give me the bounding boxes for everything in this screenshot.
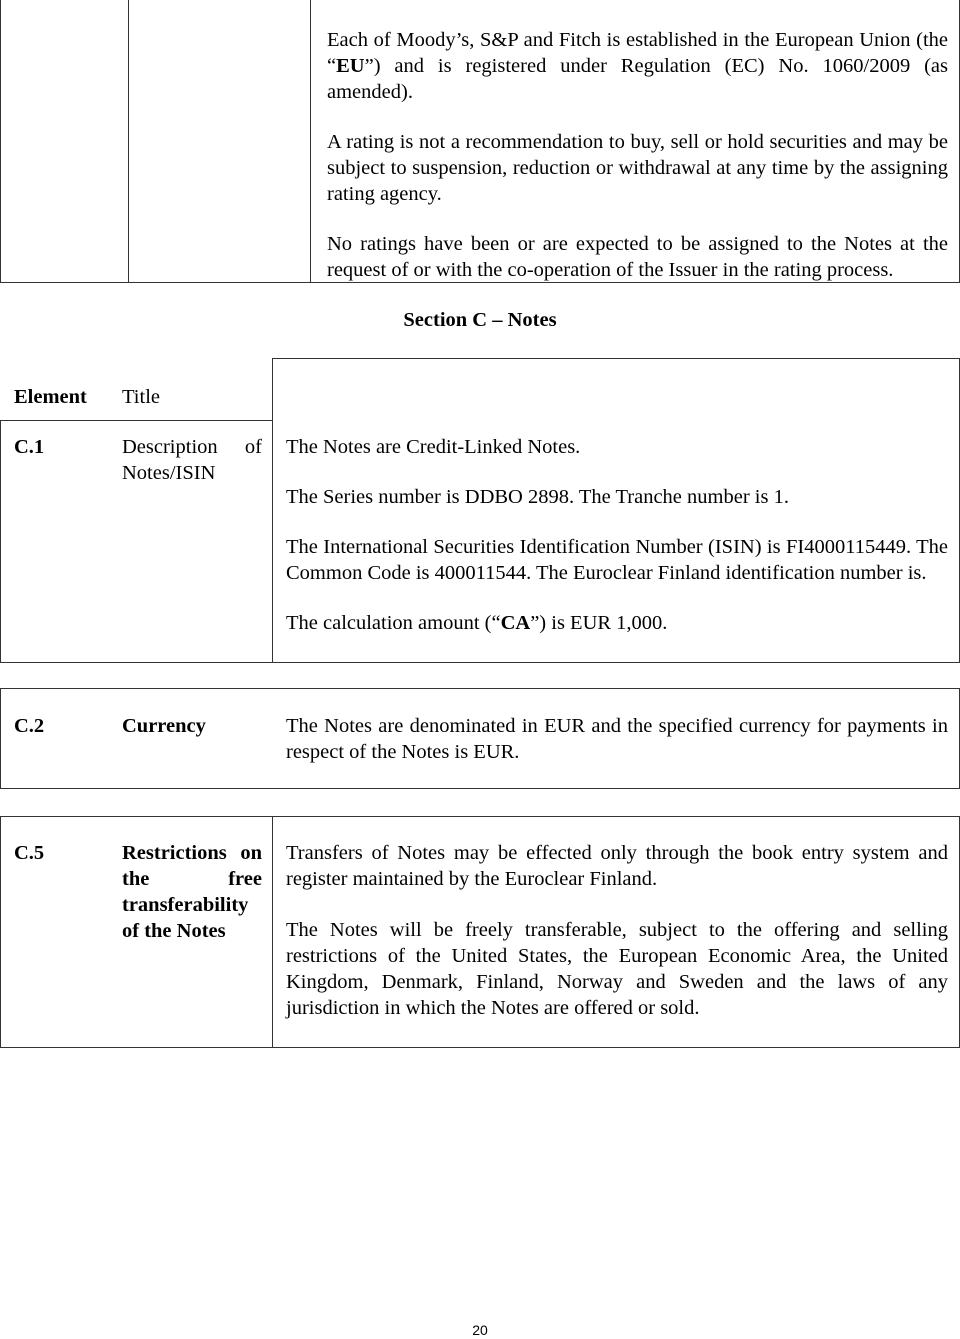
top-table-col-title: [128, 0, 311, 283]
ca-term: CA: [500, 612, 531, 634]
c2-element: C.2: [14, 715, 45, 737]
page-number: 20: [472, 1322, 488, 1338]
c5-content-cell: [286, 840, 948, 1021]
eu-term: EU: [336, 55, 365, 77]
top-content-cell: [327, 27, 948, 283]
c1-element: C.1: [14, 436, 45, 458]
section-heading: Section C – Notes: [403, 309, 557, 331]
c1-content-cell: [286, 434, 948, 636]
rating-disclaimer-paragraph: A rating is not a recommendation to buy, sell or hold securities and may be subject to suspension, reduction or withdrawal at any time by the assigning rating agency.: [327, 131, 948, 205]
c5-element: C.5: [14, 842, 45, 864]
c5-transfer-paragraph: Transfers of Notes may be effected only through the book entry system and register maintained by the Euroclear Finland.: [286, 842, 948, 890]
c1-series-tranche: The Series number is DDBO 2898. The Tranche number is 1.: [286, 486, 789, 508]
c1-calculation-amount: The calculation amount (“CA”) is EUR 1,000.: [286, 612, 668, 634]
no-ratings-paragraph: No ratings have been or are expected to be assigned to the Notes at the request of or with the co-operation of the Issuer in the rating process.: [327, 233, 948, 281]
c1-isin-paragraph: The International Securities Identification Number (ISIN) is FI4000115449. The Common Code is 400011544. The Euroclear Finland identification number is.: [286, 536, 948, 584]
rating-agencies-paragraph: Each of Moody’s, S&P and Fitch is established in the European Union (the “EU”) and is registered under Regulation (EC) No. 1060/2009 (as amended).: [327, 29, 948, 103]
c5-title: Restrictions on the free transferability of the Notes: [122, 842, 262, 942]
c2-content: The Notes are denominated in EUR and the specified currency for payments in respect of the Notes is EUR.: [286, 715, 948, 763]
c5-restrictions-paragraph: The Notes will be freely transferable, subject to the offering and selling restrictions of the United States, the European Economic Area, the United Kingdom, Denmark, Finland, Norway and Sweden and the laws of any jurisdiction in which the Notes are offered or sold.: [286, 919, 948, 1019]
c1-title: Description of Notes/ISIN: [122, 436, 262, 484]
header-title: Title: [122, 386, 160, 408]
top-table-col-element: [0, 0, 129, 283]
c2-title: Currency: [122, 715, 206, 737]
c1-note-type: The Notes are Credit-Linked Notes.: [286, 436, 581, 458]
header-element: Element: [14, 386, 87, 408]
